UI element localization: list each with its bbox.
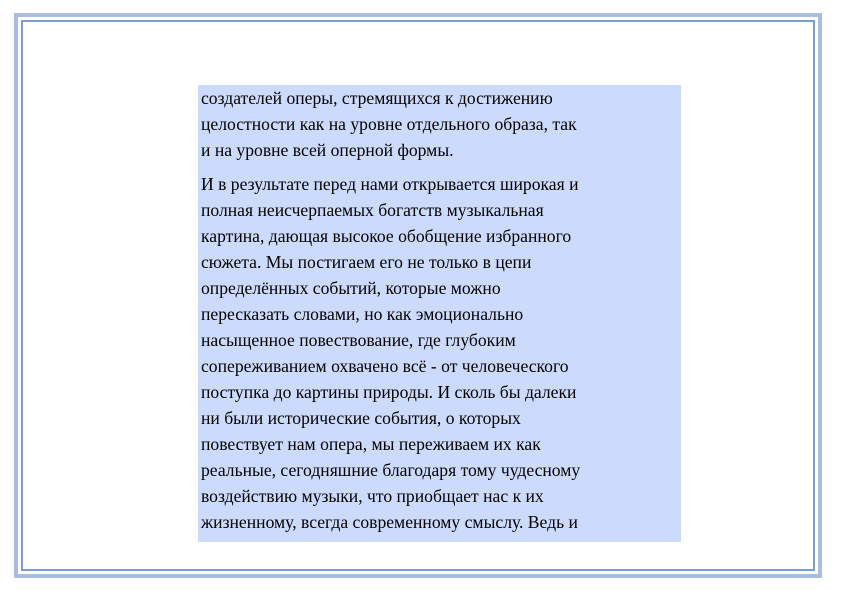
text-block: [198, 85, 681, 542]
paragraph-1: создателей оперы, стремящихся к достижению целостности как на уровне отдельного образа, так и на уровне всей оперной формы.: [201, 88, 577, 160]
paragraph-2: И в результате перед нами открывается широкая и полная неисчерпаемых богатств музыкальная картина, дающая высокое обобщение избранного сюжета. Мы постигаем его не только в цепи определённых событий, которые можно пересказать словами, но как эмоционально насыщенное повествование, где глубоким сопереживанием охвачено всё - от человеческого поступка до картины природы. И сколь бы далеки ни были исторические события, о которых повествует нам опера, мы переживаем их как реальные, сегодняшние благодаря тому чудесному воздействию музыки, что приобщает нас к их жизненному, всегда современному смыслу. Ведь и: [201, 174, 581, 532]
